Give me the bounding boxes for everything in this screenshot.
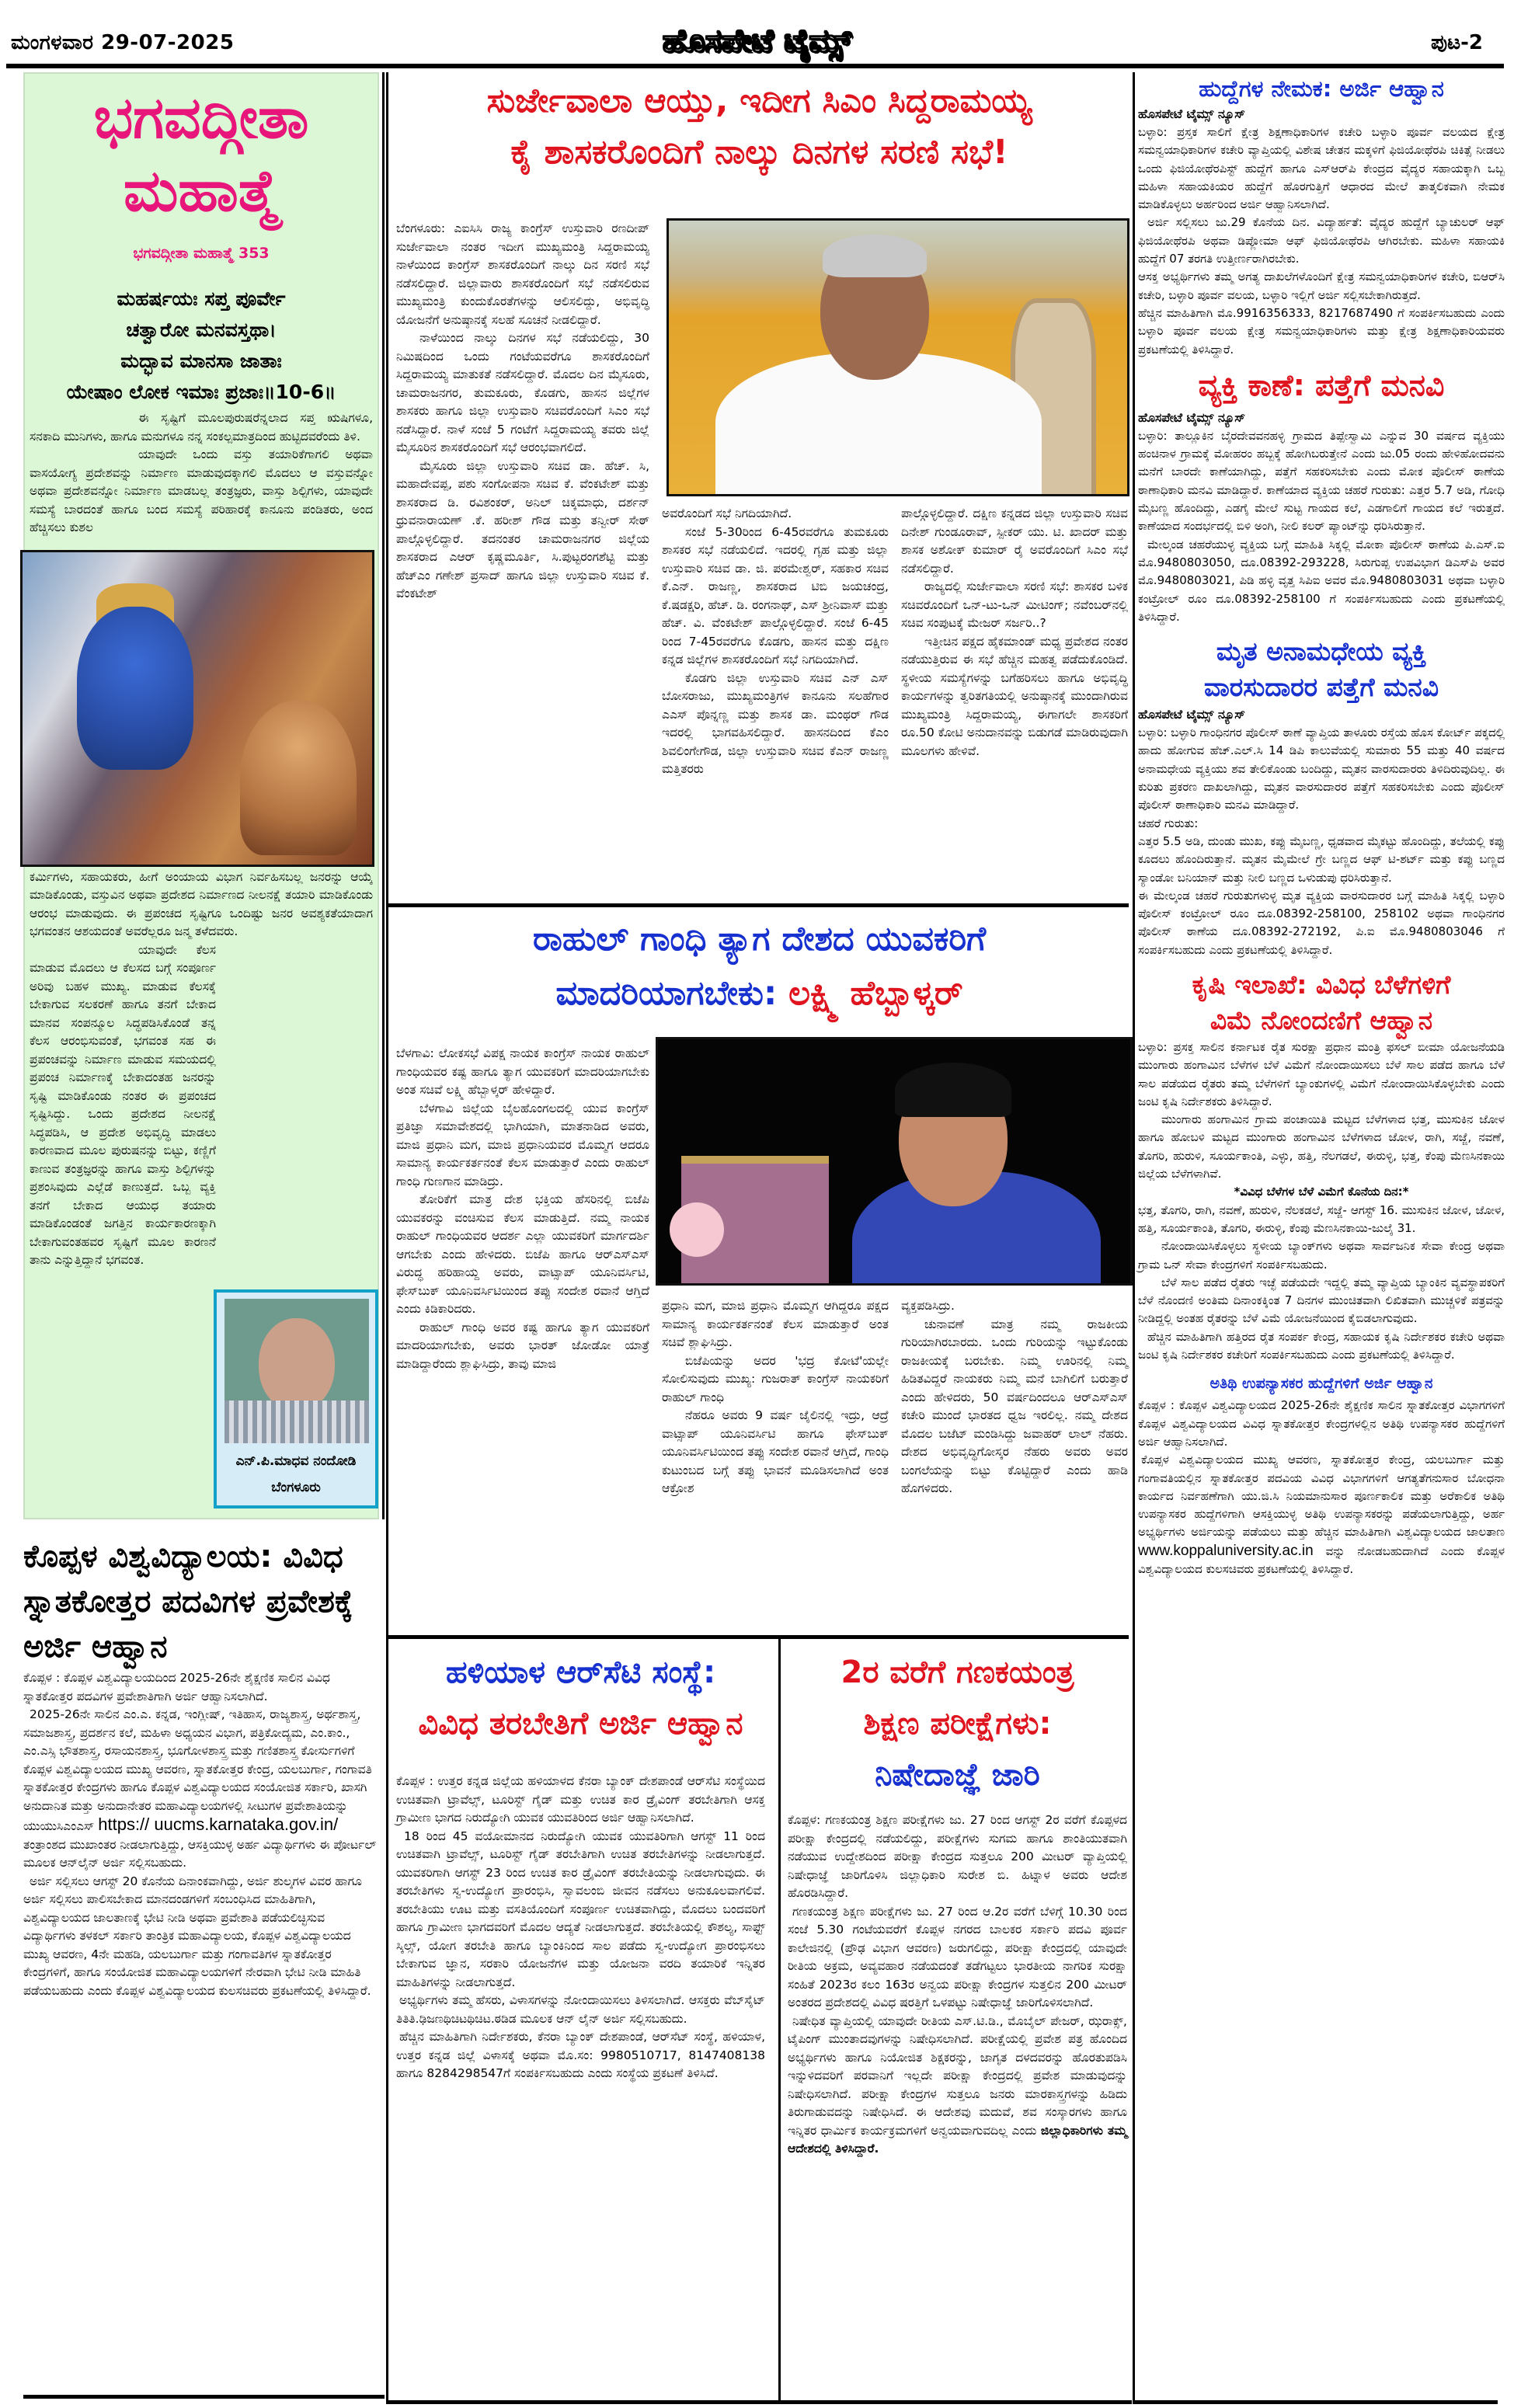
rseti-story	[388, 1639, 773, 2083]
rseti-headline	[388, 1647, 773, 1749]
rahul-story-col2	[662, 1297, 889, 1498]
news-byline: ಹೊಸಪೇಟೆ ಟೈಮ್ಸ್ ನ್ಯೂಸ್	[1138, 106, 1245, 121]
gita-body-continued	[25, 867, 378, 1270]
article-paragraph: ಮೈಸೂರು ಜಿಲ್ಲಾ ಉಸ್ತುವಾರಿ ಸಚಿವ ಡಾ. ಹೆಚ್. ಸಿ, ಮಹಾದೇವಪ್ಪ, ಪಶು ಸಂಗೋಪನಾ ಸಚಿವ ಕೆ. ವೆಂಕಟೇಶ್ ಮತ್ತು ಶಾಸಕರಾದ ಡಿ. ರವಿಶಂಕರ್, ಅನಿಲ್ ಚಿಕ್ಕಮಾಧು, ದರ್ಶನ್ ಧ್ರುವನಾರಾಯಣ್ .ಕೆ. ಹರೀಶ್ ಗೌಡ ಮತ್ತು ತನ್ವೀರ್ ಸೇಠ್ ಪಾಲ್ಗೊಳ್ಳಲಿದ್ದಾರೆ. ತದನಂತರ ಚಾಮರಾಜನಗರ ಜಿಲ್ಲೆಯ ಶಾಸಕರಾದ ಎಆರ್ ಕೃಷ್ಣಮೂರ್ತಿ, ಸಿ.ಪುಟ್ಟರಂಗಶೆಟ್ಟಿ ಮತ್ತು ಹೆಚ್‌ಎಂ ಗಣೇಶ್ ಪ್ರಸಾದ್ ಹಾಗೂ ಜಿಲ್ಲಾ ಉಸ್ತುವಾರಿ ಸಚಿವ ಕೆ. ವೆಂಕಟೇಶ್	[396, 458, 649, 600]
masthead-rule	[6, 64, 1504, 68]
article-paragraph: ಹೆಚ್ಚಿನ ಮಾಹಿತಿಗಾಗಿ ಹತ್ತಿರದ ರೈತ ಸಂಪರ್ಕ ಕೇಂದ್ರ, ಸಹಾಯಕ ಕೃಷಿ ನಿರ್ದೇಶಕರ ಕಚೇರಿ ಅಥವಾ ಜಂಟಿ ಕೃಷಿ ನಿರ್ದೇಶಕರ ಕಚೇರಿಗೆ ಸಂಪರ್ಕಿಸಬಹುದು ಎಂದು ಪ್ರಕಟಣೆಯಲ್ಲಿ ತಿಳಿಸಿದ್ದಾರೆ.	[1138, 1329, 1505, 1362]
sloka-line: ಮದ್ಭಾವ ಮಾನಸಾ ಜಾತಾಃ	[120, 350, 282, 372]
hair-shape	[823, 235, 927, 277]
computer-exam-story	[785, 1639, 1130, 2159]
headline-line: ಸುರ್ಜೇವಾಲಾ ಆಯ್ತು, ಇದೀಗ ಸಿಎಂ ಸಿದ್ದರಾಮಯ್ಯ	[486, 82, 1032, 120]
article-paragraph: ಬೆಳಗಾವಿ: ಲೋಕಸಭೆ ವಿಪಕ್ಷ ನಾಯಕ ಕಾಂಗ್ರೆಸ್ ನಾಯಕ ರಾಹುಲ್ ಗಾಂಧಿಯವರ ಕಷ್ಟ ಹಾಗೂ ತ್ಯಾಗ ಯುವಕರಿಗೆ ಮಾದರಿಯಾಗಬೇಕು ಅಂತ ಸಚಿವೆ ಲಕ್ಷ್ಮಿ ಹೆಬ್ಬಾಳ್ಕರ್ ಹೇಳಿದ್ದಾರೆ.	[396, 1046, 649, 1097]
article-paragraph: ನೆಹರೂ ಅವರು 9 ವರ್ಷ ಜೈಲಿನಲ್ಲಿ ಇದ್ರು, ಆದ್ರೆ ವಾಟ್ಸಾಪ್ ಯೂನಿವರ್ಸಿಟಿ ಹಾಗೂ ಫೇಸ್‌ಬುಕ್ ಯೂನಿವರ್ಸಿಟಿಯಿಂದ ತಪ್ಪು ಸಂದೇಶ ರವಾನೆ ಆಗ್ತಿದೆ, ಗಾಂಧಿ ಕುಟುಂಬದ ಬಗ್ಗೆ ತಪ್ಪು ಭಾವನೆ ಮೂಡಿಸಲಾಗಿದೆ ಅಂತ ಆಕ್ರೋಶ	[662, 1408, 889, 1495]
article-paragraph: ಭತ್ತ, ತೊಗರಿ, ರಾಗಿ, ನವಣೆ, ಹುರುಳಿ, ನೆಲಕಡಲೆ, ಸಜ್ಜೆ- ಆಗಸ್ಟ್ 16. ಮುಸುಕಿನ ಜೋಳ, ಜೋಳ, ಹತ್ತಿ, ಸೂರ್ಯಕಾಂತಿ, ತೊಗರಿ, ಈರುಳ್ಳಿ, ಕೆಂಪು ಮೆಣಸಿನಕಾಯಿ-ಜುಲೈ 31.	[1138, 1202, 1505, 1235]
page-number: ಪುಟ-2	[1430, 31, 1483, 54]
article-paragraph: ಕೊಪ್ಪಳ: ಗಣಕಯಂತ್ರ ಶಿಕ್ಷಣ ಪರೀಕ್ಷೆಗಳು ಜು. 27 ರಿಂದ ಆಗಸ್ಟ್ 2ರ ವರೆಗೆ ಕೊಪ್ಪಳದ ಪರೀಕ್ಷಾ ಕೇಂದ್ರದಲ್ಲಿ ನಡೆಯಲಿದ್ದು, ಪರೀಕ್ಷೆಗಳು ಸುಗಮ ಹಾಗೂ ಶಾಂತಿಯುತವಾಗಿ ನಡೆಯುವ ಉದ್ದೇಶದಿಂದ ಪರೀಕ್ಷಾ ಕೇಂದ್ರದ ಸುತ್ತಲೂ 200 ಮೀಟರ್ ವ್ಯಾಪ್ತಿಯಲ್ಲಿ ನಿಷೇಧಾಜ್ಞೆ ಜಾರಿಗೊಳಿಸಿ ಜಿಲ್ಲಾಧಿಕಾರಿ ಸುರೇಶ ಬಿ. ಹಿಟ್ನಾಳ ಅವರು ಆದೇಶ ಹೊರಡಿಸಿದ್ದಾರೆ.	[788, 1813, 1127, 1900]
paragraph-text: ತಂತ್ರಾಂಶದ ಮುಖಾಂತರ ನೀಡಲಾಗುತ್ತಿದ್ದು, ಆಸಕ್ತಿಯುಳ್ಳ ಅರ್ಹ ವಿದ್ಯಾರ್ಥಿಗಳು ಈ ಪೋರ್ಟಲ್ ಮೂಲಕ ಆನ್‌ಲೈನ್ ಅರ್ಜಿ ಸಲ್ಲಿಸಬಹುದು.	[23, 1837, 377, 1870]
article-paragraph: ಸಂಜೆ 5-30ರಿಂದ 6-45ರವರೆಗೂ ತುಮಕೂರು ಶಾಸಕರ ಸಭೆ ನಡೆಯಲಿದೆ. ಇದರಲ್ಲಿ ಗೃಹ ಮತ್ತು ಜಿಲ್ಲಾ ಉಸ್ತುವಾರಿ ಸಚಿವ ಡಾ. ಜಿ. ಪರಮೇಶ್ವರ್, ಸಹಕಾರ ಸಚಿವ ಕೆ.ಎನ್. ರಾಜಣ್ಣ, ಶಾಸಕರಾದ ಟಿಬಿ ಜಯಚಂದ್ರ, ಕೆ.ಷಡಕ್ಷರಿ, ಹೆಚ್. ಡಿ. ರಂಗನಾಥ್, ಎಸ್ ಶ್ರೀನಿವಾಸ್ ಮತ್ತು ಹೆಚ್. ವಿ. ವೆಂಕಟೇಶ್ ಪಾಲ್ಗೊಳ್ಳಲಿದ್ದಾರೆ. ಸಂಜೆ 6-45 ರಿಂದ 7-45ರವರೆಗೂ ಕೊಡಗು, ಹಾಸನ ಮತ್ತು ದಕ್ಷಿಣ ಕನ್ನಡ ಜಿಲ್ಲೆಗಳ ಶಾಸಕರೊಂದಿಗೆ ಸಭೆ ನಿಗದಿಯಾಗಿದೆ.	[662, 524, 889, 666]
article-paragraph: ಹೆಚ್ಚಿನ ಮಾಹಿತಿಗಾಗಿ ನಿರ್ದೇಶಕರು, ಕೆನರಾ ಬ್ಯಾಂಕ್ ದೇಶಪಾಂಡೆ, ಆರ್‌ಸೆಟ್ ಸಂಸ್ಥೆ, ಹಳಿಯಾಳ, ಉತ್ತರ ಕನ್ನಡ ಜಿಲ್ಲೆ ವಿಳಾಸಕ್ಕೆ ಅಥವಾ ಮೊ.ಸಂ: 9980510717, 8147408138 ಹಾಗೂ 8284298547ಗೆ ಸಂಪರ್ಕಿಸಬಹುದು ಎಂದು ಸಂಸ್ಥೆಯ ಪ್ರಕಟಣೆ ತಿಳಿಸಿದೆ.	[396, 2030, 765, 2080]
deceased-headline	[1138, 634, 1505, 705]
article-paragraph: ಬಳ್ಳಾರಿ: ತಾಲ್ಲೂಕಿನ ಬೈರದೇವವನಹಳ್ಳಿ ಗ್ರಾಮದ ತಿಪ್ಪೇಸ್ವಾಮಿ ಎನ್ನುವ 30 ವರ್ಷದ ವ್ಯಕ್ತಿಯು ಹಂಚಿನಾಳ ಗ್ರಾಮಕ್ಕೆ ಮೋಹರಂ ಹಬ್ಬಕ್ಕೆ ಹೋಗಿಬರುತ್ತೇನೆ ಎಂದು ಜು.05 ರಂದು ಹೇಳಿಹೋದವನು ಮನೆಗೆ ಬಾರದೇ ಕಾಣೆಯಾಗಿದ್ದು, ಪತ್ತೆಗೆ ಸಹಕರಿಸಬೇಕು ಎಂದು ಮೋಕ ಪೊಲೀಸ್ ಠಾಣೆಯ ಠಾಣಾಧಿಕಾರಿ ಮನವಿ ಮಾಡಿದ್ದಾರೆ. ಕಾಣೆಯಾದ ವ್ಯಕ್ತಿಯ ಚಹರೆ ಗುರುತು: ಎತ್ತರ 5.7 ಅಡಿ, ಗೋಧಿ ಮೈಬಣ್ಣ ಹೊಂದಿದ್ದು, ಎಡಗೈ ಮೇಲೆ ಸುಟ್ಟ ಗಾಯದ ಕಲೆ, ಎಡಗಾಲಿಗೆ ಗಾಯದ ಕಲೆ ಇರುತ್ತದೆ. ಕಾಣೆಯಾದ ಸಂದರ್ಭದಲ್ಲಿ ಬಿಳಿ ಅಂಗಿ, ನೀಲಿ ಕಲರ್ ಪ್ಯಾಂಟ್‌ನ್ನು ಧರಿಸಿರುತ್ತಾನೆ.	[1138, 428, 1505, 534]
page-footer-rule	[386, 2400, 1132, 2404]
article-paragraph: ಅಭ್ಯರ್ಥಿಗಳು ತಮ್ಮ ಹೆಸರು, ವಿಳಾಸಗಳನ್ನು ನೋಂದಾಯಿಸಲು ತಿಳಿಸಲಾಗಿದೆ. ಆಸಕ್ತರು ವೆಬ್‌ಸೈಟ್ ತಿತಿತಿ.ಢಿಜಣಥಿಚಿಟಥಿಚಿಟ.ಠಡಿಡ ಮೂಲಕ ಆನ್ ಲೈನ್ ಅರ್ಜಿ ಸಲ್ಲಿಸಬಹುದು.	[396, 1993, 765, 2026]
article-paragraph: ಬಳ್ಳಾರಿ: ಬಳ್ಳಾರಿ ಗಾಂಧಿನಗರ ಪೊಲೀಸ್ ಠಾಣೆ ವ್ಯಾಪ್ತಿಯ ತಾಳೂರು ರಸ್ತೆಯ ಹೊಸ ಕೋರ್ಟ್ ಪಕ್ಕದಲ್ಲಿ ಹಾದು ಹೋಗುವ ಹೆಚ್.ಎಲ್.ಸಿ 14 ಡಿಪಿ ಕಾಲುವೆಯಲ್ಲಿ ಸುಮಾರು 55 ಮತ್ತು 40 ವರ್ಷದ ಅನಾಮಧೇಯ ವ್ಯಕ್ತಿಯು ಶವ ತೇಲಿಕೊಂಡು ಬಂದಿದ್ದು, ಮೃತನ ವಾರಸುದಾರರು ತಿಳಿದಿರುವುದಿಲ್ಲ. ಈ ಕುರಿತು ಪ್ರಕರಣ ದಾಖಲಾಗಿದ್ದು, ಮೃತನ ವಾರಸುದಾರರ ಪತ್ತೆಗೆ ಸಹಕರಿಸಬೇಕು ಎಂದು ಪೊಲೀಸ್ ಪೊಲೀಸ್ ಠಾಣಾಧಿಕಾರಿ ಮನವಿ ಮಾಡಿದ್ದಾರೆ.	[1138, 726, 1505, 813]
headline-line: ಕೃಷಿ ಇಲಾಖೆ: ವಿವಿಧ ಬೆಳೆಗಳಿಗೆ	[1192, 969, 1451, 1000]
flower-shape	[670, 1202, 724, 1257]
article-paragraph: ಈ ಮೇಲ್ಕಂಡ ಚಹರೆ ಗುರುತುಗಳುಳ್ಳ ಮೃತ ವ್ಯಕ್ತಿಯ ವಾರಸುದಾರರ ಬಗ್ಗೆ ಮಾಹಿತಿ ಸಿಕ್ಕಲ್ಲಿ ಬಳ್ಳಾರಿ ಪೊಲೀಸ್ ಕಂಟ್ರೋಲ್ ರೂಂ ದೂ.08392-258100, 258102 ಅಥವಾ ಗಾಂಧಿನಗರ ಪೊಲೀಸ್ ಠಾಣೆಯ ದೂ.08392-272192, ಪಿ.ಐ ಮೊ.9480803046 ಗೆ ಸಂಪರ್ಕಿಸಬಹುದು ಎಂದು ಪ್ರಕಟಣೆಯಲ್ಲಿ ತಿಳಿಸಿದ್ದಾರೆ.	[1138, 888, 1505, 957]
article-paragraph: ಬಳ್ಳಾರಿ: ಪ್ರಸ್ತಕ ಸಾಲಿಗೆ ಕ್ಷೇತ್ರ ಶಿಕ್ಷಣಾಧಿಕಾರಿಗಳ ಕಚೇರಿ ಬಳ್ಳಾರಿ ಪೂರ್ವ ವಲಯದ ಕ್ಷೇತ್ರ ಸಮನ್ವಯಾಧಿಕಾರಿಗಳ ಕಚೇರಿ ವ್ಯಾಪ್ತಿಯಲ್ಲಿ ವಿಶೇಷ ಚೇತನ ಮಕ್ಕಳಿಗೆ ಫಿಜಿಯೋಥೆರಪಿ ಚಿಕಿತ್ಸೆ ನೀಡಲು ಒಂದು ಫಿಜಿಯೋಥೆರಪಿಸ್ಟ್ ಹುದ್ದೆಗೆ ಹಾಗೂ ಎಸ್‌ಆರ್‌ಪಿ ಕೇಂದ್ರದ ವೈದ್ಯರ ಸಹಾಯಕ್ಕಾಗಿ ಒಬ್ಬ ಮಹಿಳಾ ಸಹಾಯಕಿಯರ ಹುದ್ದೆಗೆ ಹೊರಗುತ್ತಿಗೆ ಆಧಾರದ ಮೇಲೆ ತಾತ್ಕಲಿಕವಾಗಿ ನೇಮಕ ಮಾಡಿಕೊಳ್ಳಲು ಅರ್ಹರಿಂದ ಅರ್ಜಿ ಆಹ್ವಾನಿಸಲಾಗಿದೆ.	[1138, 125, 1505, 212]
article-paragraph	[788, 2013, 1127, 2159]
article-paragraph: ಕೊಪ್ಪಳ : ಕೊಪ್ಪಳ ವಿಶ್ವವಿದ್ಯಾಲಯದಿಂದ 2025-26ನೇ ಶೈಕ್ಷಣಿಕ ಸಾಲಿನ ವಿವಿಧ ಸ್ನಾತಕೋತ್ತರ ಪದವಿಗಳ ಪ್ರವೇಶಾತಿಗಾಗಿ ಅರ್ಜಿ ಆಹ್ವಾನಿಸಲಾಗಿದೆ.	[23, 1671, 330, 1703]
agri-insurance-headline	[1138, 967, 1505, 1039]
gita-paragraph: ಈ ಸೃಷ್ಟಿಗೆ ಮೂಲಪುರುಷರೆನ್ನಲಾದ ಸಪ್ತ ಋಷಿಗಳೂ, ಸನಕಾದಿ ಮುನಿಗಳು, ಹಾಗೂ ಮನುಗಳೂ ನನ್ನ ಸಂಕಲ್ಪಮಾತ್ರದಿಂದ ಹುಟ್ಟಿದವರೆಂದು ತಿಳಿ.	[30, 411, 373, 444]
paragraph-text: 2025-26ನೇ ಸಾಲಿನ ಎಂ.ಎ. ಕನ್ನಡ, ಇಂಗ್ಲೀಷ್, ಇತಿಹಾಸ, ರಾಜ್ಯಶಾಸ್ತ್ರ, ಅರ್ಥಶಾಸ್ತ್ರ, ಸಮಾಜಶಾಸ್ತ್ರ, ಪ್ರದರ್ಶನ ಕಲೆ, ಮಹಿಳಾ ಅಧ್ಯಯನ ವಿಭಾಗ, ಪತ್ರಿಕೋದ್ಯಮ, ಎಂ.ಕಾಂ., ಎಂ.ಎಸ್ಸಿ ಭೌತಶಾಸ್ತ್ರ, ರಸಾಯನಶಾಸ್ತ್ರ, ಭೂಗೋಳಶಾಸ್ತ್ರ ಮತ್ತು ಗಣಿತಶಾಸ್ತ್ರ ಕೋರ್ಸುಗಳಿಗೆ ಕೊಪ್ಪಳ ವಿಶ್ವವಿದ್ಯಾಲಯದ ಮುಖ್ಯ ಆವರಣ, ಸ್ನಾತಕೋತ್ತರ ಕೇಂದ್ರ, ಯಲಬುರ್ಗಾ, ಗಂಗಾವತಿ ಸ್ನಾತಕೋತ್ತರ ಕೇಂದ್ರಗಳು ಹಾಗೂ ಕೊಪ್ಪಳ ವಿಶ್ವವಿದ್ಯಾಲಯದ ಸಂಯೋಜಿತ ಸರ್ಕಾರಿ, ಖಾಸಗಿ ಅನುದಾನಿತ ಮತ್ತು ಅನುದಾನೇತರ ಮಹಾವಿದ್ಯಾಲಯಗಳಲ್ಲಿ ಸೀಟುಗಳ ಪ್ರವೇಶಾತಿಯನ್ನು ಯುಯುಸಿಎಂಎಸ್	[23, 1707, 372, 1833]
paragraph-text: ವನ್ನು ನೋಡಬಹುದಾಗಿದೆ ಎಂದು ಕೊಪ್ಪಳ ವಿಶ್ವವಿದ್ಯಾಲಯದ ಕುಲಸಚಿವರು ಪ್ರಕಟಣೆಯಲ್ಲಿ ತಿಳಿಸಿದ್ದಾರೆ.	[1138, 1543, 1505, 1576]
koppal-university-link[interactable]: www.koppaluniversity.ac.in	[1138, 1542, 1314, 1559]
rahul-story-col3	[901, 1297, 1128, 1498]
headline-line: ವಾರಸುದಾರರ ಪತ್ತೆಗೆ ಮನವಿ	[1203, 672, 1439, 703]
lead-story	[388, 72, 1130, 178]
article-paragraph: ಅರ್ಜಿ ಸಲ್ಲಿಸಲು ಆಗಸ್ಟ್ 20 ಕೊನೆಯ ದಿನಾಂಕವಾಗಿದ್ದು, ಅರ್ಜಿ ಶುಲ್ಕಗಳ ವಿವರ ಹಾಗೂ ಅರ್ಜಿ ಸಲ್ಲಿಸಲು ಪಾಲಿಸಬೇಕಾದ ಮಾನದಂಡಗಳಿಗೆ ಸಂಬಂಧಿಸಿದ ಮಾಹಿತಿಗಾಗಿ, ವಿಶ್ವವಿದ್ಯಾಲಯದ ಜಾಲತಾಣಕ್ಕೆ ಭೇಟಿ ನೀಡಿ ಅಥವಾ ಪ್ರವೇಶಾತಿ ಪಡೆಯಲಿಚ್ಛಿಸುವ ವಿದ್ಯಾರ್ಥಿಗಳು ತಳಕಲ್ ಸರ್ಕಾರಿ ತಾಂತ್ರಿಕ ಮಹಾವಿದ್ಯಾಲಯ, ಕೊಪ್ಪಳ ವಿಶ್ವವಿದ್ಯಾಲಯದ ಮುಖ್ಯ ಆವರಣ, 4ನೇ ಮಹಡಿ, ಯಲಬುರ್ಗಾ ಮತ್ತು ಗಂಗಾವತಿಗಳ ಸ್ನಾತಕೋತ್ತರ ಕೇಂದ್ರಗಳಿಗೆ, ಹಾಗೂ ಸಂಯೋಜಿತ ಮಹಾವಿದ್ಯಾಲಯಗಳಿಗೆ ನೇರವಾಗಿ ಭೇಟಿ ನೀಡಿ ಮಾಹಿತಿ ಪಡೆಯಬಹುದು ಎಂದು ಕೊಪ್ಪಳ ವಿಶ್ವವಿದ್ಯಾಲಯದ ಕುಲಸಚಿವರು ಪ್ರಕಟಣೆಯಲ್ಲಿ ತಿಳಿಸಿದ್ದಾರೆ.	[23, 1874, 371, 1998]
author-face-shape	[259, 1318, 335, 1411]
article-paragraph: ಅವರೊಂದಿಗೆ ಸಭೆ ನಿಗದಿಯಾಗಿದೆ.	[662, 506, 792, 520]
masthead	[0, 0, 1514, 66]
article-paragraph: ಬಿಜೆಪಿಯನ್ನು ಅದರ 'ಭದ್ರ ಕೋಟೆ'ಯಲ್ಲೇ ಸೋಲಿಸುವುದು ಮುಖ್ಯ: ಗುಜರಾತ್ ಕಾಂಗ್ರೆಸ್ ನಾಯಕರಿಗೆ ರಾಹುಲ್ ಗಾಂಧಿ	[662, 1353, 889, 1404]
sloka-line: ಮಹರ್ಷಯಃ ಸಪ್ತ ಪೂರ್ವೇ	[117, 287, 286, 310]
article-paragraph: ಗಣಕಯಂತ್ರ ಶಿಕ್ಷಣ ಪರೀಕ್ಷೆಗಳು ಜು. 27 ರಿಂದ ಆ.2ರ ವರೆಗೆ ಬೆಳಿಗ್ಗೆ 10.30 ರಿಂದ ಸಂಜೆ 5.30 ಗಂಟೆಯವರೆಗೆ ಕೊಪ್ಪಳ ನಗರದ ಬಾಲಕರ ಸರ್ಕಾರಿ ಪದವಿ ಪೂರ್ವ ಕಾಲೇಜಿನಲ್ಲಿ (ಪ್ರೌಢ ವಿಭಾಗ ಆವರಣ) ಜರುಗಲಿದ್ದು, ಪರೀಕ್ಷಾ ಕೇಂದ್ರದಲ್ಲಿ ಯಾವುದೇ ರೀತಿಯ ಅಕ್ರಮ, ಅವ್ಯವಹಾರ ನಡೆಯದಂತೆ ತಡೆಗಟ್ಟಲು ಭಾರತೀಯ ನಾಗರಿಕ ಸುರಕ್ಷಾ ಸಂಹಿತೆ 2023ರ ಕಲಂ 163ರ ಅನ್ವಯ ಪರೀಕ್ಷಾ ಕೇಂದ್ರಗಳ ಸುತ್ತಲಿನ 200 ಮೀಟರ್ ಅಂತರದ ಪ್ರದೇಶದಲ್ಲಿ ವಿವಿಧ ಷರತ್ತಿಗೆ ಒಳಪಟ್ಟು ನಿಷೇಧಾಜ್ಞೆ ಜಾರಿಗೊಳಿಸಲಾಗಿದೆ.	[788, 1904, 1127, 2010]
article-paragraph: ಬಳ್ಳಾರಿ: ಪ್ರಸಕ್ತ ಸಾಲಿನ ಕರ್ನಾಟಕ ರೈತ ಸುರಕ್ಷಾ ಪ್ರಧಾನ ಮಂತ್ರಿ ಫಸಲ್ ಬೀಮಾ ಯೋಜನೆಯಡಿ ಮುಂಗಾರು ಹಂಗಾಮಿನ ಬೆಳೆಗಳ ಬೆಳೆ ವಿಮೆಗೆ ನೋಂದಾಯಿಸಲು ಬೆಳೆ ಸಾಲ ಪಡೆದ ಹಾಗೂ ಬೆಳೆ ಸಾಲ ಪಡೆಯದ ರೈತರು ತಮ್ಮ ಬೆಳೆಗಳಿಗೆ ಬ್ಯಾಂಕುಗಳಲ್ಲಿ ವಿಮೆಗೆ ನೋಂದಾಯಿಸಿಕೊಳ್ಳಬೇಕು ಎಂದು ಜಂಟಿ ಕೃಷಿ ನಿರ್ದೇಶಕರು ತಿಳಿಸಿದ್ದಾರೆ.	[1138, 1039, 1505, 1108]
article-paragraph: ರಾಹುಲ್ ಗಾಂಧಿ ಅವರ ಕಷ್ಟ ಹಾಗೂ ತ್ಯಾಗ ಯುವಕರಿಗೆ ಮಾದರಿಯಾಗಬೇಕು, ಅವರು ಭಾರತ್ ಜೋಡೋ ಯಾತ್ರೆ ಮಾಡಿದ್ದಾರೆಂದು ಶ್ಲಾಘಿಸಿದ್ರು, ತಾವು ಮಾಜಿ	[396, 1320, 649, 1371]
koppal-admission-article	[23, 1534, 379, 2000]
sloka-line: ಚತ್ವಾರೋ ಮನವಸ್ತಥಾ।	[126, 318, 277, 341]
article-paragraph: ಕೊಡಗು ಜಿಲ್ಲಾ ಉಸ್ತುವಾರಿ ಸಚಿವ ಎನ್ ಎಸ್ ಬೋಸರಾಜು, ಮುಖ್ಯಮಂತ್ರಿಗಳ ಕಾನೂನು ಸಲಹೆಗಾರ ಎಎಸ್ ಪೊನ್ನಣ್ಣ ಮತ್ತು ಶಾಸಕ ಡಾ. ಮಂಥರ್ ಗೌಡ ಇದರಲ್ಲಿ ಭಾಗವಹಿಸಲಿದ್ದಾರೆ. ಹಾಸನದಿಂದ ಕೆಎಂ ಶಿವಲಿಂಗೇಗೌಡ, ಜಿಲ್ಲಾ ಉಸ್ತುವಾರಿ ಸಚಿವ ಕೆಎನ್ ರಾಜಣ್ಣ ಮತ್ತಿತರರು	[662, 670, 889, 776]
gita-paragraph: ಯಾವುದೇ ಕೆಲಸ ಮಾಡುವ ಮೊದಲು ಆ ಕೆಲಸದ ಬಗ್ಗೆ ಸಂಪೂರ್ಣ ಅರಿವು ಬಹಳ ಮುಖ್ಯ. ಮಾಡುವ ಕೆಲಸಕ್ಕೆ ಬೇಕಾಗುವ ಸಲಕರಣೆ ಹಾಗೂ ತನಗೆ ಬೇಕಾದ ಮಾನವ ಸಂಪನ್ಮೂಲ ಸಿದ್ಧಪಡಿಸಿಕೊಂಡೆ ತನ್ನ ಕೆಲಸ ಆರಂಭಿಸುವಂತೆ, ಭಗವಂತ ಸಹ ಈ ಪ್ರಪಂಚವನ್ನು ನಿರ್ಮಾಣ ಮಾಡುವ ಸಮಯದಲ್ಲಿ ಪ್ರಪಂಚ ನಿರ್ಮಾಣಕ್ಕೆ ಬೇಕಾದಂತಹ ಜನರನ್ನು ಸೃಷ್ಟಿ ಮಾಡಿಕೊಂಡು ನಂತರ ಈ ಪ್ರಪಂಚದ ಸೃಷ್ಟಿಸಿದ್ದು. ಒಂದು ಪ್ರದೇಶದ ನೀಲನಕ್ಷೆ ಸಿದ್ಧಪಡಿಸಿ, ಆ ಪ್ರದೇಶ ಅಭಿವೃದ್ಧಿ ಮಾಡಲು ಕಾರಣವಾದ ಮೂಲ ಪುರುಷನನ್ನು ಬಿಟ್ಟು, ಕಣ್ಣಿಗೆ ಕಾಣುವ ತಂತ್ರಜ್ಞರನ್ನು ಹಾಗೂ ವಾಸ್ತು ಶಿಲ್ಪಿಗಳನ್ನು ಪ್ರಶಂಸಿವುದು ಎಲ್ಲೆಡೆ ಕಾಣುತ್ತದೆ. ಒಬ್ಬ ವ್ಯಕ್ತಿ ತನಗೆ ಬೇಕಾದ ಆಯುಧ ತಯಾರು ಮಾಡಿಕೊಂಡಂತೆ ಜಗತ್ತಿನ ಕಾರ್ಯಕಾರಣಕ್ಕಾಗಿ ಬೇಕಾಗುವಂತಹವರ ಸೃಷ್ಟಿಗೆ ಮೂಲ ಕಾರಣನೆ ತಾನು ಎನ್ನುತ್ತಿದ್ದಾನೆ ಭಗವಂತ.	[30, 942, 216, 1267]
headline-line: ರಾಹುಲ್ ಗಾಂಧಿ ತ್ಯಾಗ ದೇಶದ ಯುವಕರಿಗೆ	[532, 920, 987, 959]
paragraph-text: ನಿಷೇಧಿತ ವ್ಯಾಪ್ತಿಯಲ್ಲಿ ಯಾವುದೇ ರೀತಿಯ ಎಸ್.ಟಿ.ಡಿ., ಮೊಬೈಲ್ ಪೇಜರ್, ಝರಾಕ್ಸ್, ಟೈಪಿಂಗ್ ಮುಂತಾದವುಗಳನ್ನು ನಿಷೇಧಿಸಲಾಗಿದೆ. ಪರೀಕ್ಷೆಯಲ್ಲಿ ಪ್ರವೇಶ ಪತ್ರ ಹೊಂದಿದ ಅಭ್ಯರ್ಥಿಗಳು ಹಾಗೂ ನಿಯೋಜಿತ ಶಿಕ್ಷಕರನ್ನು, ಜಾಗೃತ ದಳದವರನ್ನು ಹೊರತುಪಡಿಸಿ ಇನ್ನುಳಿದವರಿಗೆ ಪರವಾನಿಗೆ ಇಲ್ಲದೇ ಪರೀಕ್ಷಾ ಕೇಂದ್ರದಲ್ಲಿ ಪ್ರವೇಶ ಮಾಡುವುದನ್ನು ನಿಷೇಧಿಸಲಾಗಿದೆ. ಪರೀಕ್ಷಾ ಕೇಂದ್ರಗಳ ಸುತ್ತಲೂ ಜನರು ಮಾರಕಾಸ್ತ್ರಗಳನ್ನು ಹಿಡಿದು ತಿರುಗಾಡುವದನ್ನು ನಿಷೇಧಿಸಿದೆ. ಈ ಆದೇಶವು ಮದುವೆ, ಶವ ಸಂಸ್ಕಾರಗಳು ಹಾಗೂ ಇನ್ನಿತರ ಧಾರ್ಮಿಕ ಕಾರ್ಯಕ್ರಮಗಳಿಗೆ ಅನ್ವಯವಾಗುವದಿಲ್ಲ ಎಂದು	[788, 2013, 1127, 2138]
news-byline: ಹೊಸಪೇಟೆ ಟೈಮ್ಸ್ ನ್ಯೂಸ್	[1138, 707, 1245, 722]
article-paragraph: ಎತ್ತರ 5.5 ಅಡಿ, ದುಂಡು ಮುಖ, ಕಪ್ಪು ಮೈಬಣ್ಣ, ಧೃಡವಾದ ಮೈಕಟ್ಟು ಹೊಂದಿದ್ದು, ತಲೆಯಲ್ಲಿ ಕಪ್ಪು ಕೂದಲು ಹೊಂದಿರುತ್ತಾನೆ. ಮೃತನ ಮೈಮೇಲೆ ಗ್ರೇ ಬಣ್ಣದ ಆಫ್ ಟಿ-ಶರ್ಟ್ ಮತ್ತು ಕಪ್ಪು ಬಣ್ಣದ ಸ್ಯಾಂಡೋ ಬನಿಯಾನ್ ಮತ್ತು ನೀಲಿ ಬಣ್ಣದ ಒಳುಡುಪು ಧರಿಸಿರುತ್ತಾನೆ.	[1138, 833, 1505, 885]
computer-exam-body	[785, 1801, 1130, 2159]
author-shirt-shape	[224, 1401, 369, 1443]
guest-lecturer-body	[1138, 1397, 1505, 1578]
gita-paragraph: ಕರ್ಮಿಗಳು, ಸಹಾಯಕರು, ಹೀಗೆ ಅಂಯಾಯ ವಿಭಾಗ ನಿರ್ವಹಿಸಬಲ್ಲ ಜನರನ್ನು ಆಯ್ಕೆ ಮಾಡಿಕೊಂಡು, ವಸ್ತುವಿನ ಅಥವಾ ಪ್ರದೇಶದ ನಿರ್ಮಾಣದ ನೀಲನಕ್ಷೆ ತಯಾರಿ ಮಾಡಿಕೊಂಡು ಆರಂಭ ಮಾಡುವುದು. ಈ ಪ್ರಪಂಚದ ಸೃಷ್ಟಿಗೂ ಒಂದಿಷ್ಟು ಜನರ ಅವಶ್ಯಕತೆಯಾದಾಗ ಭಗವಂತನ ಆಶಯದಂತೆ ಅವರೆಲ್ಲರೂ ಜನ್ಮ ತಳೆದವರು.	[30, 869, 373, 938]
gita-title-line2: ಮಹಾತ್ಮೆ	[123, 158, 280, 224]
headline-line: ಶಿಕ್ಷಣ ಪರೀಕ್ಷೆಗಳು:	[863, 1706, 1052, 1742]
article-paragraph: ವ್ಯಕ್ತಪಡಿಸಿದ್ರು.	[901, 1299, 955, 1313]
article-paragraph: ಕೊಪ್ಪಳ : ಉತ್ತರ ಕನ್ನಡ ಜಿಲ್ಲೆಯ ಹಳಿಯಾಳದ ಕೆನರಾ ಬ್ಯಾಂಕ್ ದೇಶಪಾಂಡೆ ಆರ್‌ಸೆಟಿ ಸಂಸ್ಥೆಯಿದ ಉಚಿತವಾಗಿ ಟ್ರಾವೆಲ್ಸ್, ಟೂರಿಸ್ಟ್ ಗೈಡ್ ಮತ್ತು ಉಚಿತ ಕಾರ ಡ್ರೈವಿಂಗ್ ತರಬೇತಿಗಾಗಿ ಆಸಕ್ತ ಗ್ರಾಮೀಣ ಭಾಗದ ನಿರುದ್ಯೋಗಿ ಯುವಕ ಯುವತಿರಿಂದ ಅರ್ಜಿ ಆಹ್ವಾನಿಸಲಾಗಿದೆ.	[396, 1774, 765, 1825]
identification-label: ಚಹರೆ ಗುರುತು:	[1138, 816, 1199, 830]
gita-sloka	[25, 284, 378, 408]
headline-line: ವಿವಿಧ ತರಬೇತಿಗೆ ಅರ್ಜಿ ಆಹ್ವಾನ	[418, 1706, 743, 1742]
koppal-admission-body	[23, 1669, 379, 2000]
krishna-figure-shape	[77, 607, 193, 770]
author-name: ಎನ್.ಪಿ.ಮಾಧವ ನಂದೋಡಿ	[235, 1453, 357, 1469]
missing-person-body	[1138, 427, 1505, 626]
right-column	[1138, 72, 1505, 1578]
headline-line: ಮೃತ ಅನಾಮಧೇಯ ವ್ಯಕ್ತಿ	[1216, 636, 1427, 667]
author-card	[214, 1289, 378, 1508]
rahul-headline	[388, 912, 1130, 1021]
lead-story-col2	[662, 505, 889, 779]
computer-exam-headline	[785, 1647, 1130, 1801]
article-paragraph: ತೋರಿಕೆಗೆ ಮಾತ್ರ ದೇಶ ಭಕ್ತಿಯ ಹೆಸರಿನಲ್ಲಿ ಬಿಜೆಪಿ ಯುವಕರನ್ನು ವಂಚಿಸುವ ಕೆಲಸ ಮಾಡುತ್ತಿದೆ. ನಮ್ಮ ನಾಯಕ ರಾಹುಲ್ ಗಾಂಧಿಯವರ ಆದರ್ಶ ಎಲ್ಲಾ ಯುವಕರಿಗೆ ಮಾರ್ಗದರ್ಶಿ ಆಗಬೇಕು ಎಂದು ಹೇಳಿದರು. ಬಿಜೆಪಿ ಹಾಗೂ ಆರ್‌ಎಸ್‌ಎಸ್ ವಿರುದ್ಧ ಹರಿಹಾಯ್ದ ಅವರು, ವಾಟ್ಸಾಪ್ ಯೂನಿವರ್ಸಿಟಿ, ಫೇಸ್‌ಬುಕ್ ಯೂನಿವರ್ಸಿಟಿಯಿಂದ ತಪ್ಪು ಸಂದೇಶ ರವಾನೆ ಆಗ್ತಿದೆ ಎಂದು ಕಿಡಿಕಾರಿದರು.	[396, 1192, 649, 1316]
jobs-body	[1138, 124, 1505, 359]
rahul-story	[388, 903, 1130, 1021]
jobs-headline: ಹುದ್ದೆಗಳ ನೇಮಕ: ಅರ್ಜಿ ಆಹ್ವಾನ	[1199, 75, 1444, 102]
headline-line: 2ರ ವರೆಗೆ ಗಣಕಯಂತ್ರ	[841, 1655, 1074, 1690]
article-paragraph: ಬೆಳಗಾವಿ ಜಿಲ್ಲೆಯ ಬೈಲಹೊಂಗಲದಲ್ಲಿ ಯುವ ಕಾಂಗ್ರೆಸ್ ಪ್ರತಿಜ್ಞಾ ಸಮಾವೇಶದಲ್ಲಿ ಭಾಗಿಯಾಗಿ, ಮಾತನಾಡಿದ ಅವರು, ಮಾಜಿ ಪ್ರಧಾನಿ ಮಗ, ಮಾಜಿ ಪ್ರಧಾನಿಯವರ ಮೊಮ್ಮಗ ಆದರೂ ಸಾಮಾನ್ಯ ಕಾರ್ಯಕರ್ತನಂತೆ ಕೆಲಸ ಮಾಡುತ್ತಾರೆ ಎಂದು ರಾಹುಲ್ ಗಾಂಧಿ ಗುಣಗಾನ ಮಾಡಿದ್ರು.	[396, 1101, 649, 1188]
newspaper-title: ಹೊಸಪೇಟೆ ಟೈಮ್ಸ್	[662, 23, 852, 59]
article-paragraph: ಬೆಳೆ ಸಾಲ ಪಡೆದ ರೈತರು ಇಚ್ಛೆ ಪಡೆಯದೇ ಇದ್ದಲ್ಲಿ ತಮ್ಮ ವ್ಯಾಪ್ತಿಯ ಬ್ಯಾಂಕಿನ ವ್ಯವಸ್ಥಾಪಕರಿಗೆ ಬೆಳೆ ನೊಂದಣಿ ಅಂತಿಮ ದಿನಾಂಕಕ್ಕಿಂತ 7 ದಿನಗಳ ಮುಂಚಿತವಾಗಿ ಲಿಖಿತವಾಗಿ ಮುಚ್ಚಳಿಕೆ ಪತ್ರವನ್ನು ನೀಡಿದ್ದಲ್ಲಿ ಅಂತಹ ರೈತರನ್ನು ಬೆಳೆ ವಿಮೆ ಯೋಜನೆಯಿಂದ ಕೈಬಿಡಲಾಗುವುದು.	[1138, 1275, 1505, 1326]
deceased-body	[1138, 724, 1505, 959]
article-paragraph: ಮುಂಗಾರು ಹಂಗಾಮಿನ ಗ್ರಾಮ ಪಂಚಾಯಿತಿ ಮಟ್ಟದ ಬೆಳೆಗಳಾದ ಭತ್ತ, ಮುಸುಕಿನ ಜೋಳ ಹಾಗೂ ಹೋಬಳಿ ಮಟ್ಟದ ಮುಂಗಾರು ಹಂಗಾಮಿನ ಬೆಳೆಗಳಾದ ಜೋಳ, ರಾಗಿ, ಸಜ್ಜೆ, ನವಣೆ, ತೊಗರಿ, ಹುರುಳಿ, ಸೂರ್ಯಕಾಂತಿ, ಎಳ್ಳು, ಹತ್ತಿ, ನೆಲಗಡಲೆ, ಈರುಳ್ಳಿ, ಭತ್ತ, ಕೆಂಪು ಮೆಣಸಿನಕಾಯಿ ಜಿಲ್ಲೆಯ ಬೆಳೆಗಳಾಗಿವೆ.	[1138, 1112, 1505, 1181]
article-paragraph: ಮೇಲ್ಕಂಡ ಚಹರೆಯುಳ್ಳ ವ್ಯಕ್ತಿಯ ಬಗ್ಗೆ ಮಾಹಿತಿ ಸಿಕ್ಕಲ್ಲಿ ಮೋಕಾ ಪೊಲೀಸ್ ಠಾಣೆಯ ಪಿ.ಎಸ್.ಐ ಮೊ.9480803050, ದೂ.08392-293228, ಸಿರುಗುಪ್ಪ ಉಪವಿಭಾಗ ಡಿಎಸ್‌ಪಿ ಅವರ ಮೊ.9480803021, ಪಿಡಿ ಹಳ್ಳಿ ವೃತ್ತ ಸಿಪಿಐ ಅವರ ಮೊ.9480803031 ಅಥವಾ ಬಳ್ಳಾರಿ ಕಂಟ್ರೋಲ್ ರೂಂ ದೂ.08392-258100 ಗೆ ಸಂಪರ್ಕಿಸಬಹುದು ಎಂದು ಪ್ರಕಟಣೆಯಲ್ಲಿ ತಿಳಿಸಿದ್ದಾರೆ.	[1138, 537, 1505, 624]
article-paragraph: ಅರ್ಜಿ ಸಲ್ಲಿಸಲು ಜು.29 ಕೊನೆಯ ದಿನ. ವಿದ್ಯಾರ್ಹತೆ: ವೈದ್ಯರ ಹುದ್ದೆಗೆ ಬ್ಯಾಚುಲರ್ ಆಫ್ ಫಿಜಿಯೋಥೆರಪಿ ಅಥವಾ ಡಿಪ್ಲೋಮಾ ಆಫ್ ಫಿಜಿಯೋಥೆರಪಿ ಆಗಿರಬೇಕು. ಮಹಿಳಾ ಸಹಾಯಕಿ ಹುದ್ದೆಗೆ 07 ತರಗತಿ ಉತ್ತೀರ್ಣರಾಗಿರಬೇಕು.	[1138, 215, 1505, 266]
rahul-story-col1	[396, 1045, 649, 1373]
lead-story-col3	[901, 505, 1128, 760]
author-city: ಬೆಂಗಳೂರು	[271, 1480, 321, 1495]
lead-story-col1	[396, 220, 649, 604]
lead-headline	[388, 75, 1130, 178]
missing-person-headline: ವ್ಯಕ್ತಿ ಕಾಣೆ: ಪತ್ತೆಗೆ ಮನವಿ	[1198, 367, 1445, 402]
gita-title	[25, 82, 378, 228]
author-photo	[224, 1299, 369, 1443]
koppal-admission-headline: ಕೊಪ್ಪಳ ವಿಶ್ವವಿದ್ಯಾಲಯ: ವಿವಿಧ ಸ್ನಾತಕೋತ್ತರ ಪದವಿಗಳ ಪ್ರವೇಶಕ್ಕೆ ಅರ್ಜಿ ಆಹ್ವಾನ	[23, 1539, 353, 1665]
article-paragraph: ರಾಜ್ಯದಲ್ಲಿ ಸುರ್ಜೇವಾಲಾ ಸರಣಿ ಸಭೆ: ಶಾಸಕರ ಬಳಿಕ ಸಚಿವರೊಂದಿಗೆ ಒನ್-ಟು-ಒನ್ ಮೀಟಿಂಗ್; ನವೆಂಬರ್‌ನಲ್ಲಿ ಸಚಿವ ಸಂಪುಟಕ್ಕೆ ಮೇಜರ್ ಸರ್ಜರಿ..?	[901, 579, 1128, 630]
lakshmi-hebbalkar-photo	[656, 1037, 1133, 1286]
gita-title-line1: ಭಗವದ್ಗೀತಾ	[93, 85, 309, 151]
paragraph-bold-text: ಜಿಲ್ಲಾಧಿಕಾರಿಗಳು ತಮ್ಮ ಆದೇಶದಲ್ಲಿ ತಿಳಿಸಿದ್ದಾರೆ.	[788, 2123, 1127, 2156]
article-paragraph: ಹೆಚ್ಚಿನ ಮಾಹಿತಿಗಾಗಿ ಮೊ.9916356333, 8217687490 ಗೆ ಸಂಪರ್ಕಿಸಬಹುದು ಎಂದು ಬಳ್ಳಾರಿ ಪೂರ್ವ ವಲಯ ಕ್ಷೇತ್ರ ಸಮನ್ವಯಾಧಿಕಾರಿಗಳು ಮತ್ತು ಕ್ಷೇತ್ರ ಶಿಕ್ಷಣಾಧಿಕಾರಿಯವರು ಪ್ರಕಟಣೆಯಲ್ಲಿ ತಿಳಿಸಿದ್ದಾರೆ.	[1138, 305, 1505, 357]
article-paragraph: ಇತ್ತೀಚಿನ ಪಕ್ಷದ ಹೈಕಮಾಂಡ್ ಮಧ್ಯ ಪ್ರವೇಶದ ನಂತರ ನಡೆಯುತ್ತಿರುವ ಈ ಸಭೆ ಹೆಚ್ಚಿನ ಮಹತ್ವ ಪಡೆದುಕೊಂಡಿದೆ. ಸ್ಥಳೀಯ ಸಮಸ್ಯೆಗಳನ್ನು ಬಗೆಹರಿಸಲು ಹಾಗೂ ಅಭಿವೃದ್ಧಿ ಕಾರ್ಯಗಳನ್ನು ತ್ವರಿತಗತಿಯಲ್ಲಿ ಅನುಷ್ಠಾನಕ್ಕೆ ಮುಂದಾಗಿರುವ ಮುಖ್ಯಮಂತ್ರಿ ಸಿದ್ದರಾಮಯ್ಯ, ಈಗಾಗಲೇ ಶಾಸಕರಿಗೆ ರೂ.50 ಕೋಟಿ ಅನುದಾನವನ್ನು ಬಿಡುಗಡೆ ಮಾಡಿರುವುದಾಗಿ ಮೂಲಗಳು ಹೇಳಿವೆ.	[901, 634, 1128, 758]
article-paragraph: ಆಸಕ್ತ ಅಭ್ಯರ್ಥಿಗಳು ತಮ್ಮ ಅಗತ್ಯ ದಾಖಲೆಗಳೊಂದಿಗೆ ಕ್ಷೇತ್ರ ಸಮನ್ವಯಾಧಿಕಾರಿಗಳ ಕಚೇರಿ, ಬಿಆರ್‌ಸಿ ಕಚೇರಿ, ಬಳ್ಳಾರಿ ಪೂರ್ವ ವಲಯ, ಬಳ್ಳಾರಿ ಇಲ್ಲಿಗೆ ಅರ್ಜಿ ಸಲ್ಲಿಸಬೇಕಾಗಿರುತ್ತದೆ.	[1138, 270, 1505, 302]
hair-shape	[895, 1063, 1011, 1117]
news-byline: ಹೊಸಪೇಟೆ ಟೈಮ್ಸ್ ನ್ಯೂಸ್	[1138, 409, 1245, 425]
headline-line: ವಿಮೆ ನೋಂದಣಿಗೆ ಆಹ್ವಾನ	[1209, 1004, 1433, 1035]
author-caption	[217, 1448, 375, 1501]
headline-line: ನಿಷೇದಾಜ್ಞೆ ಜಾರಿ	[875, 1757, 1040, 1793]
page-footer-rule	[1133, 2400, 1498, 2404]
article-paragraph: ಪಾಲ್ಗೊಳ್ಳಲಿದ್ದಾರೆ. ದಕ್ಷಿಣ ಕನ್ನಡದ ಜಿಲ್ಲಾ ಉಸ್ತುವಾರಿ ಸಚಿವ ದಿನೇಶ್ ಗುಂಡೂರಾವ್, ಸ್ಪೀಕರ್ ಯು. ಟಿ. ಖಾದರ್ ಮತ್ತು ಶಾಸಕ ಅಶೋಕ್ ಕುಮಾರ್ ರೈ ಅವರೊಂದಿಗೆ ಸಿಎಂ ಸಭೆ ನಡೆಸಲಿದ್ದಾರೆ.	[901, 506, 1128, 576]
siddaramaiah-photo	[667, 218, 1129, 496]
sloka-line: ಯೇಷಾಂ ಲೋಕ ಇಮಾಃ ಪ್ರಜಾಃ॥10-6॥	[66, 381, 336, 403]
gita-series-number: ಭಗವದ್ಗೀತಾ ಮಹಾತ್ಮೆ 353	[133, 245, 270, 262]
column-divider	[778, 1639, 781, 2400]
paragraph-text: ಕೊಪ್ಪಳ ವಿಶ್ವವಿದ್ಯಾಲಯದ ಮುಖ್ಯ ಆವರಣ, ಸ್ನಾತಕೋತ್ತರ ಕೇಂದ್ರ, ಯಲಬುರ್ಗಾ ಮತ್ತು ಗಂಗಾವತಿಯಲ್ಲಿನ ಸ್ನಾತಕೋತ್ತರ ಪದವಿಯ ವಿವಿಧ ವಿಭಾಗಗಳಿಗೆ ಆಗತ್ಯತೆಗನುಸಾರ ಬೋಧನಾ ಕಾರ್ಯದ ನಿರ್ವಹಣೆಗಾಗಿ ಯು.ಜಿ.ಸಿ ನಿಯಮಾನುಸಾರ ಪೂರ್ಣಕಾಲಿಕ ಮತ್ತು ಅರೆಕಾಲಿಕ ಅತಿಥಿ ಉಪನ್ಯಾಸಕರ ಹುದ್ದೆಗಳಿಗಾಗಿ ಆಸಕ್ತಿಯುಳ್ಳ ಅತಿಥಿ ಉಪನ್ಯಾಸಕರನ್ನು ಪಡೆಯಲಾಗುತ್ತಿದ್ದು, ಅರ್ಹ ಅಭ್ಯರ್ಥಿಗಳು ಅರ್ಜಿಯನ್ನು ಪಡೆಯಲು ಮತ್ತು ಹೆಚ್ಚಿನ ಮಾಹಿತಿಗಾಗಿ ವಿಶ್ವವಿದ್ಯಾಲಯದ ಜಾಲತಾಣ	[1138, 1453, 1505, 1540]
column-footer-rule	[23, 2395, 385, 2399]
uucms-link[interactable]: https:// uucms.karnataka.gov.in/	[98, 1815, 339, 1834]
headline-part-blue: ಮಾದರಿಯಾಗಬೇಕು:	[555, 974, 778, 1013]
article-paragraph: ಕೊಪ್ಪಳ : ಕೊಪ್ಪಳ ವಿಶ್ವವಿದ್ಯಾಲಯದ 2025-26ನೇ ಶೈಕ್ಷಣಿಕ ಸಾಲಿನ ಸ್ನಾತಕೋತ್ತರ ವಿಭಾಗಗಳಿಗೆ ಕೊಪ್ಪಳ ವಿಶ್ವವಿದ್ಯಾಲಯದ ವಿವಿಧ ಸ್ನಾತಕೋತ್ತರ ಕೇಂದ್ರಗಳಲ್ಲಿನ ಅತಿಥಿ ಉಪನ್ಯಾಸಕರ ಹುದ್ದೆಗಳಿಗೆ ಅರ್ಜಿ ಆಹ್ವಾನಿಸಲಾಗಿದೆ.	[1138, 1398, 1505, 1449]
guest-lecturer-headline: ಅತಿಥಿ ಉಪನ್ಯಾಸಕರ ಹುದ್ದೆಗಳಿಗೆ ಅರ್ಜಿ ಆಹ್ವಾನ	[1209, 1375, 1433, 1393]
article-paragraph: ಚುನಾವಣೆ ಮಾತ್ರ ನಮ್ಮ ರಾಜಕೀಯ ಗುರಿಯಾಗಿರಬಾರದು. ಒಂದು ಗುರಿಯನ್ನು ಇಟ್ಟುಕೊಂಡು ರಾಜಕೀಯಕ್ಕೆ ಬರಬೇಕು. ನಿಮ್ಮ ಊರಿನಲ್ಲಿ ನಿಮ್ಮ ಹಿಡಿತವಿದ್ದರೆ ನಾಯಕರು ನಿಮ್ಮ ಮನೆ ಬಾಗಿಲಿಗೆ ಬರುತ್ತಾರೆ ಎಂದು ಹೇಳಿದರು, 50 ವರ್ಷದಿಂದಲೂ ಆರ್‌ಎಸ್‌ಎಸ್ ಕಚೇರಿ ಮುಂದೆ ಭಾರತದ ಧ್ವಜ ಇರಲಿಲ್ಲ. ನಮ್ಮ ದೇಶದ ಮೊದಲ ಬಜೆಟ್ ಮಂಡಿಸಿದ್ದು ಜವಾಹರ್ ಲಾಲ್ ನೆಹರು. ದೇಶದ ಅಭಿವೃದ್ಧಿಗೋಸ್ಕರ ನೆಹರು ಅವರು ಅವರ ಬಂಗಲೆಯನ್ನು ಬಿಟ್ಟು ಕೊಟ್ಟಿದ್ದಾರೆ ಎಂದು ಹಾಡಿ ಹೊಗಳಿದರು.	[901, 1317, 1128, 1495]
article-paragraph: ನಾಳೆಯಿಂದ ನಾಲ್ಕು ದಿನಗಳ ಸಭೆ ನಡೆಯಲಿದ್ದು, 30 ನಿಮಿಷದಿಂದ ಒಂದು ಗಂಟೆಯವರೆಗೂ ಶಾಸಕರೊಂದಿಗೆ ಸಿದ್ದರಾಮಯ್ಯ ಮಾತುಕತೆ ನಡೆಸಲಿದ್ದಾರೆ. ಮೊದಲ ದಿನ ಮೈಸೂರು, ಚಾಮರಾಜನಗರ, ತುಮಕೂರು, ಕೊಡಗು, ಹಾಸನ ಜಿಲ್ಲೆಗಳ ಶಾಸಕರು ಹಾಗೂ ಜಿಲ್ಲಾ ಉಸ್ತುವಾರಿ ಸಚಿವರೊಂದಿಗೆ ಸಿಎಂ ಸಭೆ ನಡೆಸಿದ್ದಾರೆ. ನಾಳೆ ಸಂಜೆ 5 ಗಂಟೆಗೆ ಸಿದ್ದರಾಮಯ್ಯ ತವರು ಜಿಲ್ಲೆ ಮೈಸೂರಿನ ಶಾಸಕರೊಂದಿಗೆ ಸಭೆ ಆರಂಭವಾಗಲಿದೆ.	[396, 331, 649, 454]
article-paragraph: 18 ರಿಂದ 45 ವಯೋಮಾನದ ನಿರುದ್ಯೋಗಿ ಯುವಕ ಯುವತಿರಿಗಾಗಿ ಆಗಸ್ಟ್ 11 ರಿಂದ ಉಚಿತವಾಗಿ ಟ್ರಾವೆಲ್ಸ್, ಟೂರಿಸ್ಟ್ ಗೈಡ್ ತರಬೇತಿಗಾಗಿ ಉಚಿತ ತರಬೇತಿಗಳನ್ನು ನೀಡಲಾಗುತ್ತದೆ. ಯುವಕರಿಗಾಗಿ ಆಗಸ್ಟ್ 23 ರಿಂದ ಉಚಿತ ಕಾರ ಡ್ರೈವಿಂಗ್ ತರಬೇತಿಯನ್ನು ನೀಡಲಾಗುವುದು. ಈ ತರಬೇತಿಗಳು ಸ್ವ-ಉದ್ಯೋಗ ಪ್ರಾರಂಭಿಸಿ, ಸ್ವಾವಲಂಬಿ ಜೀವನ ನಡೆಸಲು ಅನುಕೂಲವಾಗಲಿವೆ. ತರಬೇತಿಯು ಊಟ ಮತ್ತು ವಸತಿಯೊಂದಿಗೆ ಸಂಪೂರ್ಣ ಉಚಿತವಾಗಿದ್ದು, ಮೊದಲು ಬಂದವರಿಗೆ ಹಾಗೂ ಗ್ರಾಮೀಣ ಭಾಗದವರಿಗೆ ಮೊದಲ ಆದ್ಯತೆ ನೀಡಲಾಗುತ್ತದೆ. ತರಬೇತಿಯಲ್ಲಿ ಕೌಶಲ್ಯ, ಸಾಫ್ಟ್ ಸ್ಕಿಲ್ಸ್, ಯೋಗ ತರಬೇತಿ ಹಾಗೂ ಬ್ಯಾಂಕಿನಿಂದ ಸಾಲ ಪಡೆದು ಸ್ವ-ಉದ್ಯೋಗ ಪ್ರಾರಂಭಿಸಲು ಬೇಕಾಗುವ ಜ್ಞಾನ, ಸರಕಾರಿ ಯೋಜನೆಗಳ ಮತ್ತು ಯೋಜನಾ ವರದಿ ತಯಾರಿಕೆ ಇನ್ನಿತರ ಮಾಹಿತಿಗಳನ್ನು ನೀಡಲಾಗುತ್ತದೆ.	[396, 1829, 765, 1989]
agri-insurance-body	[1138, 1039, 1505, 1364]
headline-line: ಕೈ ಶಾಸಕರೊಂದಿಗೆ ನಾಲ್ಕು ದಿನಗಳ ಸರಣಿ ಸಭೆ!	[510, 133, 1008, 172]
issue-date: ಮಂಗಳವಾರ 29-07-2025	[11, 31, 235, 54]
headline-part-red: ಲಕ್ಷ್ಮಿ ಹೆಬ್ಬಾಳ್ಕರ್	[788, 974, 963, 1013]
krishna-arjuna-image	[20, 550, 374, 867]
crop-deadline-subhead: *ವಿವಿಧ ಬೆಳೆಗಳ ಬೆಳೆ ವಿಮೆಗೆ ಕೊನೆಯ ದಿನ:*	[1234, 1185, 1409, 1199]
headline-line: ಹಳಿಯಾಳ ಆರ್‌ಸೆಟಿ ಸಂಸ್ಥೆ:	[445, 1655, 716, 1690]
gita-paragraph: ಯಾವುದೇ ಒಂದು ವಸ್ತು ತಯಾರಿಕೆಗಾಗಲಿ ಅಥವಾ ವಾಸಯೋಗ್ಯ ಪ್ರದೇಶವನ್ನು ನಿರ್ಮಾಣ ಮಾಡುವುದಕ್ಕಾಗಲಿ ಮೊದಲು ಆ ವಸ್ತುವನ್ನೋ ಅಥವಾ ಪ್ರದೇಶವನ್ನೋ ನಿರ್ಮಾಣ ಮಾಡಬಲ್ಲ ತಂತ್ರಜ್ಞರು, ವಾಸ್ತು ಶಿಲ್ಪಿಗಳು, ಯಾವುದೇ ಸಮಸ್ಯೆ ಬಾರದಂತೆ ಹಾಗೂ ಬಂದ ಸಮಸ್ಯೆ ಪರಿಹಾರಕ್ಕೆ ಕಾನೂನು ಪಂಡಿತರು, ಅಂದ ಹೆಚ್ಚಿಸಲು ಕುಶಲ	[30, 447, 373, 534]
article-paragraph: ಬೆಂಗಳೂರು: ಎಐಸಿಸಿ ರಾಜ್ಯ ಕಾಂಗ್ರೆಸ್ ಉಸ್ತುವಾರಿ ರಣದೀಪ್ ಸುರ್ಜೇವಾಲಾ ನಂತರ ಇದೀಗ ಮುಖ್ಯಮಂತ್ರಿ ಸಿದ್ದರಾಮಯ್ಯ ನಾಳೆಯಿಂದ ಕಾಂಗ್ರೆಸ್ ಶಾಸಕರೊಂದಿಗೆ ನಾಲ್ಕು ದಿನ ಸರಣಿ ಸಭೆ ನಡೆಸಲಿದ್ದಾರೆ. ಜಿಲ್ಲಾವಾರು ಶಾಸಕರೊಂದಿಗೆ ಸಭೆ ನಡೆಸಲಿರುವ ಮುಖ್ಯಮಂತ್ರಿ ಕುಂದುಕೊರತೆಗಳನ್ನು ಆಲಿಸಲಿದ್ದು, ಅಭಿವೃದ್ಧಿ ಯೋಜನೆಗೆ ಅನುಷ್ಠಾನಕ್ಕೆ ಸಲಹೆ ಸೂಚನೆ ನೀಡಲಿದ್ದಾರೆ.	[396, 221, 649, 327]
column-divider	[1133, 72, 1135, 2403]
article-paragraph	[1138, 1451, 1505, 1578]
arjuna-figure-shape	[240, 700, 357, 855]
gita-body	[25, 408, 378, 538]
column-divider	[382, 72, 385, 1519]
rseti-body	[388, 1749, 773, 2083]
article-paragraph	[23, 1706, 379, 1873]
article-paragraph: ಪ್ರಧಾನಿ ಮಗ, ಮಾಜಿ ಪ್ರಧಾನಿ ಮೊಮ್ಮಗ ಆಗಿದ್ದರೂ ಪಕ್ಷದ ಸಾಮಾನ್ಯ ಕಾರ್ಯಕರ್ತನಂತೆ ಕೆಲಸ ಮಾಡುತ್ತಾರೆ ಅಂತ ಸಚಿವೆ ಶ್ಲಾಘಿಸಿದ್ರು.	[662, 1299, 889, 1349]
article-paragraph: ನೋಂದಾಯಿಸಿಕೊಳ್ಳಲು ಸ್ಥಳೀಯ ಬ್ಯಾಂಕ್‌ಗಳು ಅಥವಾ ಸಾರ್ವಜನಿಕ ಸೇವಾ ಕೇಂದ್ರ ಅಥವಾ ಗ್ರಾಮ ಒನ್ ಸೇವಾ ಕೇಂದ್ರಗಳಿಗೆ ಸಂಪರ್ಕಿಸಬಹುದು.	[1138, 1239, 1505, 1272]
